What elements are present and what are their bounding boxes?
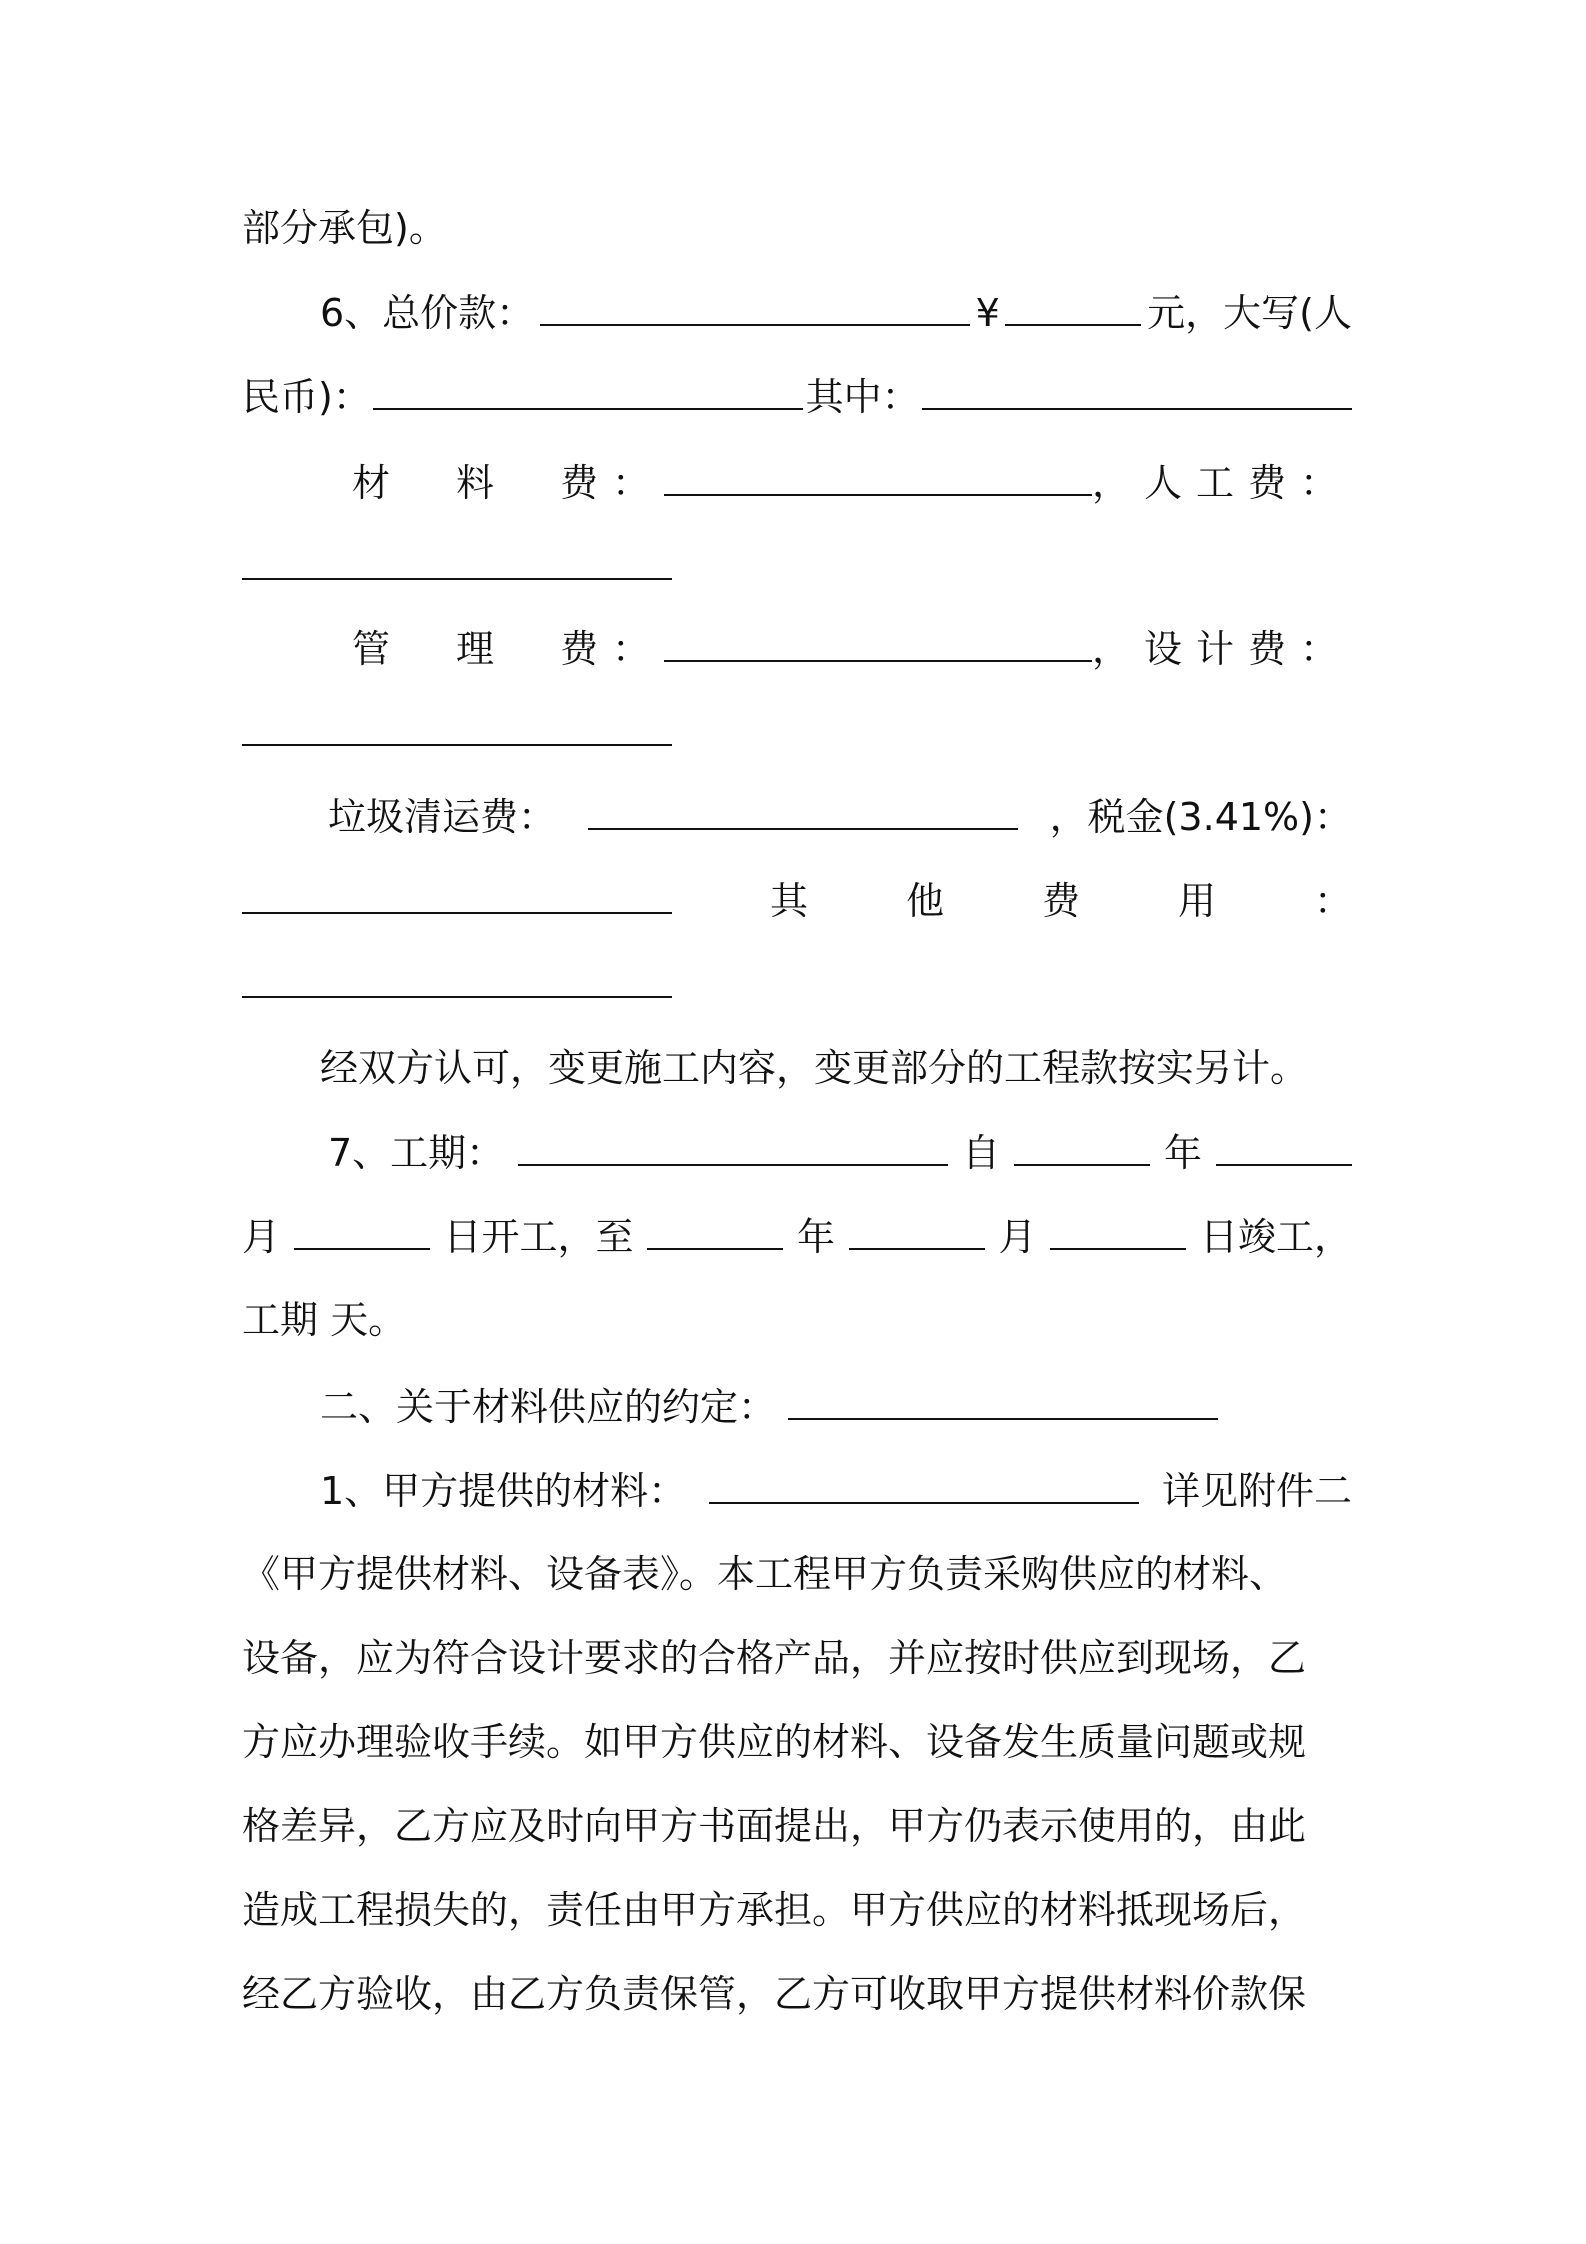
construction-period-blank[interactable]: [518, 1126, 948, 1166]
yuan-amount-blank[interactable]: [1005, 286, 1141, 326]
party-a-materials-blank[interactable]: [709, 1464, 1139, 1504]
start-year-blank[interactable]: [1014, 1126, 1150, 1166]
start-month-blank[interactable]: [1216, 1126, 1352, 1166]
party-a-materials-line: [242, 1464, 1352, 1516]
other-fees-char: ：: [1313, 879, 1352, 923]
management-design-line: [242, 622, 1352, 674]
paragraph-line: [242, 1716, 1352, 1768]
paragraph-line: [242, 1548, 1352, 1600]
party-a-materials-label: 1、甲方提供的材料：: [320, 1469, 687, 1513]
management-fee-label: 管 理 费：: [352, 627, 665, 671]
total-price-line: [242, 286, 1352, 338]
duration-days-text: 工期 天。: [242, 1298, 407, 1342]
duration-days-line: [242, 1294, 1352, 1346]
tax-label: ，税金(3.41%)：: [1049, 795, 1352, 839]
other-fees-char: 他: [905, 879, 944, 923]
paragraph-line: [242, 1632, 1352, 1684]
month-label: 月: [242, 1215, 281, 1259]
construction-period-label: 7、工期：: [328, 1131, 505, 1175]
management-fee-blank[interactable]: [664, 622, 1092, 662]
year-label: 年: [1164, 1131, 1203, 1175]
labor-cost-blank-line: [242, 540, 1352, 592]
paragraph-text: 《甲方提供材料、设备表》。本工程甲方负责采购供应的材料、: [242, 1552, 1288, 1596]
other-fees-blank-line: [242, 958, 1352, 1010]
paragraph-line: [242, 1800, 1352, 1852]
other-fees-char: 用: [1177, 879, 1216, 923]
partial-contract-text: 部分承包)。: [242, 206, 447, 250]
paragraph-text: 设备，应为符合设计要求的合格产品，并应按时供应到现场，乙: [242, 1636, 1307, 1680]
total-price-label: 6、总价款：: [320, 291, 535, 335]
material-cost-blank[interactable]: [664, 456, 1092, 496]
change-clause-text: 经双方认可，变更施工内容，变更部分的工程款按实另计。: [320, 1046, 1309, 1090]
rmb-uppercase-line: [242, 370, 1352, 422]
tax-blank[interactable]: [242, 874, 672, 914]
end-year-blank[interactable]: [647, 1210, 783, 1250]
from-label: 自: [962, 1131, 1001, 1175]
design-fee-label: ，设计费：: [1091, 627, 1352, 671]
end-month-label: 月: [998, 1215, 1037, 1259]
material-supply-blank[interactable]: [788, 1380, 1218, 1420]
paragraph-text: 造成工程损失的，责任由甲方承担。甲方供应的材料抵现场后，: [242, 1888, 1307, 1932]
other-fees-line: [242, 874, 1352, 926]
garbage-fee-label: 垃圾清运费：: [328, 795, 557, 839]
among-label: 其中：: [805, 375, 920, 419]
labor-cost-label: ，人工费：: [1091, 461, 1352, 505]
end-day-label: 日竣工，: [1199, 1215, 1352, 1259]
end-month-blank[interactable]: [849, 1210, 985, 1250]
paragraph-text: 经乙方验收，由乙方负责保管，乙方可收取甲方提供材料价款保: [242, 1972, 1307, 2016]
among-blank[interactable]: [922, 370, 1352, 410]
paragraph-line: [242, 1884, 1352, 1936]
material-supply-heading-line: [242, 1380, 1352, 1432]
change-clause-line: [242, 1042, 1352, 1094]
end-year-label: 年: [796, 1215, 835, 1259]
end-day-blank[interactable]: [1050, 1210, 1186, 1250]
see-attachment-label: 详见附件二: [1161, 1469, 1352, 1513]
construction-period-line: [242, 1126, 1352, 1178]
rmb-label: 民币)：: [242, 375, 371, 419]
other-fees-char: 其: [769, 879, 808, 923]
rmb-uppercase-blank[interactable]: [373, 370, 803, 410]
other-fees-char: 费: [1041, 879, 1080, 923]
material-labor-line: [242, 456, 1352, 508]
start-day-label: 日开工，至: [443, 1215, 634, 1259]
start-day-blank[interactable]: [294, 1210, 430, 1250]
text-line-partial-contract: [242, 202, 1352, 254]
other-fees-blank[interactable]: [242, 958, 672, 998]
yuan-uppercase-label: 元，大写(人: [1147, 291, 1352, 335]
paragraph-line: [242, 1968, 1352, 2020]
design-fee-blank-line: [242, 706, 1352, 758]
yen-symbol: ¥: [975, 291, 1000, 335]
material-supply-heading: 二、关于材料供应的约定：: [320, 1385, 777, 1429]
paragraph-text: 方应办理验收手续。如甲方供应的材料、设备发生质量问题或规: [242, 1720, 1307, 1764]
labor-cost-blank[interactable]: [242, 540, 672, 580]
material-cost-label: 材 料 费：: [352, 461, 665, 505]
total-price-blank[interactable]: [540, 286, 970, 326]
garbage-tax-line: [242, 790, 1352, 842]
garbage-fee-blank[interactable]: [588, 790, 1018, 830]
start-end-date-line: [242, 1210, 1352, 1262]
paragraph-text: 格差异，乙方应及时向甲方书面提出，甲方仍表示使用的，由此: [242, 1804, 1307, 1848]
design-fee-blank[interactable]: [242, 706, 672, 746]
